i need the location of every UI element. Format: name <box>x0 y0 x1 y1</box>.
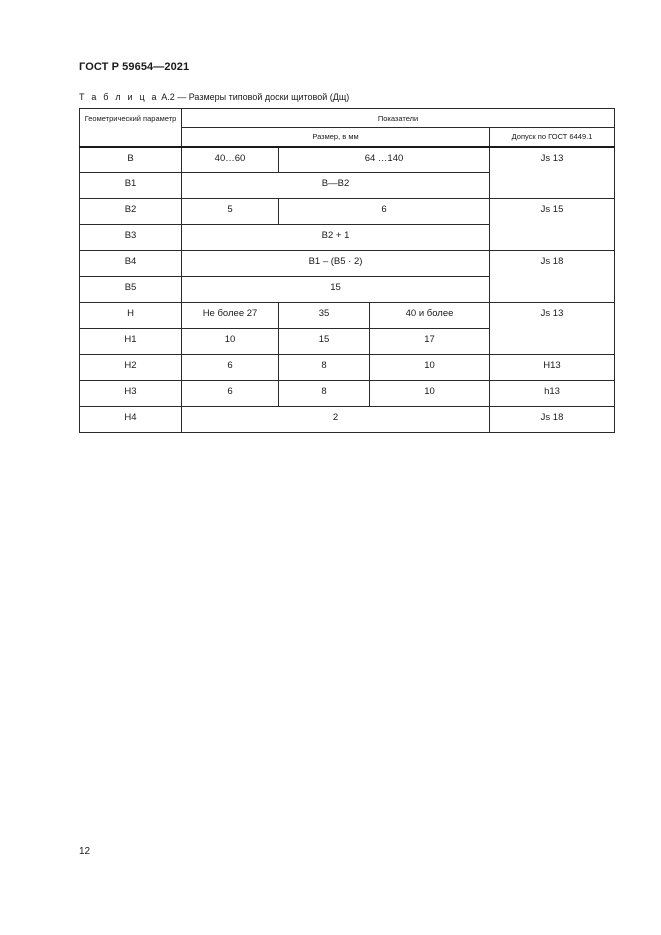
param-cell: H2 <box>80 355 182 381</box>
tolerance-cell: Js 15 <box>490 199 615 251</box>
table-row <box>80 303 615 329</box>
value-cell: 15 <box>182 277 490 303</box>
param-cell: B2 <box>80 199 182 225</box>
table-row <box>80 381 615 407</box>
tolerance-cell: Js 13 <box>490 303 615 355</box>
table-caption <box>79 92 349 102</box>
header-tolerance: Допуск по ГОСТ 6449.1 <box>490 128 615 147</box>
value-cell: 40…60 <box>182 147 279 173</box>
param-cell: B1 <box>80 173 182 199</box>
table-row <box>80 251 615 277</box>
value-cell: B2 + 1 <box>182 225 490 251</box>
value-cell: 6 <box>182 381 279 407</box>
param-cell: H3 <box>80 381 182 407</box>
value-cell: 15 <box>279 329 370 355</box>
param-cell: B <box>80 147 182 173</box>
tolerance-cell: Js 13 <box>490 147 615 199</box>
value-cell: B—B2 <box>182 173 490 199</box>
page-number: 12 <box>79 846 91 857</box>
document-header: ГОСТ Р 59654—2021 <box>79 61 190 73</box>
tolerance-cell: Js 18 <box>490 251 615 303</box>
value-cell: 2 <box>182 407 490 433</box>
value-cell: 10 <box>370 381 490 407</box>
value-cell: 6 <box>279 199 490 225</box>
tolerance-cell: H13 <box>490 355 615 381</box>
tolerance-cell: Js 18 <box>490 407 615 433</box>
table-row <box>80 199 615 225</box>
value-cell: 64 …140 <box>279 147 490 173</box>
param-cell: B3 <box>80 225 182 251</box>
dimensions-table <box>79 108 615 433</box>
table-header-row <box>80 109 615 128</box>
param-cell: B5 <box>80 277 182 303</box>
header-geometric-parameter: Геометрический параметр <box>80 109 182 147</box>
value-cell: 6 <box>182 355 279 381</box>
param-cell: H4 <box>80 407 182 433</box>
table-row <box>80 407 615 433</box>
param-cell: H <box>80 303 182 329</box>
value-cell: Не более 27 <box>182 303 279 329</box>
table-caption-text: А.2 — Размеры типовой доски щитовой (Дщ) <box>158 92 350 102</box>
value-cell: 10 <box>370 355 490 381</box>
param-cell: B4 <box>80 251 182 277</box>
value-cell: 40 и более <box>370 303 490 329</box>
table-row <box>80 355 615 381</box>
value-cell: 8 <box>279 355 370 381</box>
value-cell: 10 <box>182 329 279 355</box>
value-cell: 8 <box>279 381 370 407</box>
value-cell: 35 <box>279 303 370 329</box>
value-cell: 17 <box>370 329 490 355</box>
value-cell: B1 – (B5 · 2) <box>182 251 490 277</box>
table-row <box>80 147 615 173</box>
header-size-mm: Размер, в мм <box>182 128 490 147</box>
value-cell: 5 <box>182 199 279 225</box>
tolerance-cell: h13 <box>490 381 615 407</box>
table-caption-prefix: Т а б л и ц а <box>79 92 159 102</box>
header-indicators: Показатели <box>182 109 615 128</box>
param-cell: H1 <box>80 329 182 355</box>
